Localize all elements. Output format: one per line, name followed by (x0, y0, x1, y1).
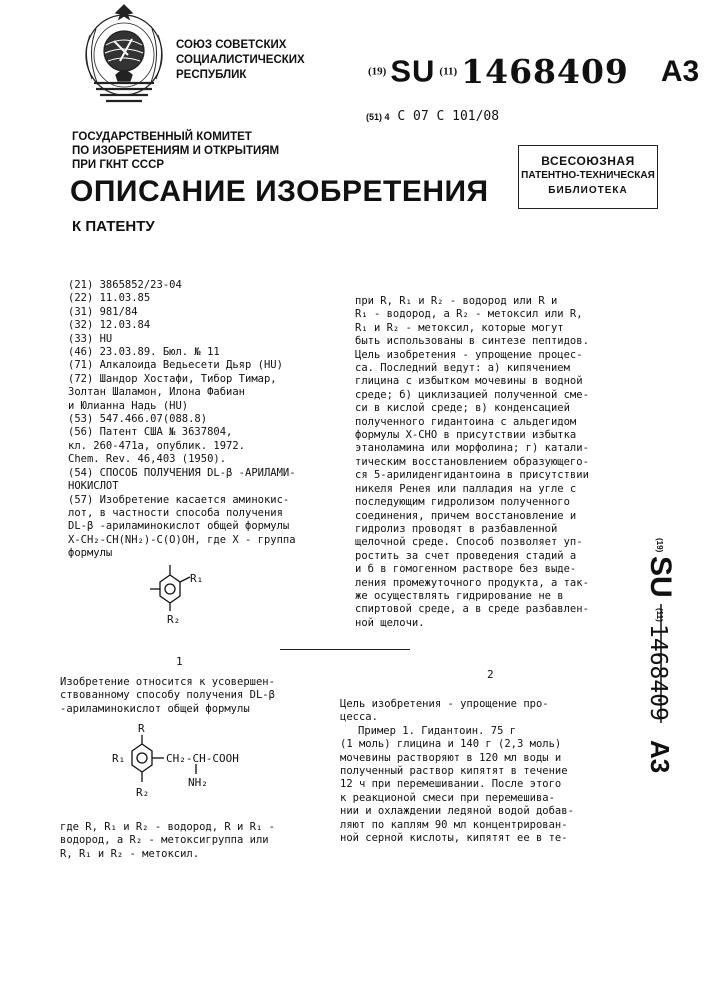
formula-r2: R₂ (167, 613, 181, 626)
biblio-line: НОКИСЛОТ (68, 480, 119, 493)
abstract-line: Цель изобретения - упрощение процес- (355, 348, 583, 361)
abstract-line: никеля Ренея или палладия на угле с (355, 482, 577, 495)
union-line: СОЦИАЛИСТИЧЕСКИХ (176, 54, 305, 66)
biblio-line: (57) Изобретение касается аминокис- (68, 493, 290, 506)
biblio-line: (21) 3865852/23-04 (68, 279, 182, 291)
union-name (176, 38, 346, 83)
ipc-tag: (51) 4 (366, 112, 390, 122)
side-patent-number: 1468409 (645, 624, 671, 721)
side-tag11: (11) (655, 608, 664, 622)
biblio-line: (31) 981/84 (68, 305, 138, 318)
abstract-line: тическим восстановлением образующего- (355, 455, 589, 468)
abstract-line: R₁ и R₂ - метоксил, которые могут (355, 321, 564, 334)
number-tag: (11) (439, 65, 458, 78)
side-kind-code: A3 (645, 740, 675, 774)
abstract-line: последующим гидролизом полученного (355, 496, 570, 509)
text-line: Пример 1. Гидантоин. 75 г (358, 724, 517, 737)
biblio-line: Золтан Шаламон, Илона Фабиан (68, 386, 246, 399)
abstract-line: этаноламина или морфолина; г) катали- (355, 442, 589, 455)
text-line: ствованному способу получения DL-β (60, 689, 275, 702)
description-column-1-continued (60, 821, 320, 861)
column-number: 1 (176, 655, 183, 668)
biblio-line: (22) 11.03.85 (68, 292, 151, 305)
biblio-line: (32) 12.03.84 (68, 319, 151, 332)
text-line: -ариламинокислот общей формулы (60, 702, 250, 715)
text-line: к реакционой смеси при перемешива- (340, 791, 555, 804)
description-column-1 (60, 676, 320, 716)
biblio-line: формулы (68, 547, 113, 560)
side-country-code: SU (644, 556, 677, 598)
biblio-line: кл. 260-471а, опублик. 1972. (68, 439, 246, 452)
abstract-line: гидролиз проводят в разбавленной (355, 522, 558, 535)
union-line: РЕСПУБЛИК (176, 69, 247, 81)
abstract-line: ростить за счет проведения стадий а (355, 549, 577, 562)
biblio-line: (54) СПОСОБ ПОЛУЧЕНИЯ DL-β -АРИЛАМИ- (68, 466, 296, 479)
formula-r1: R₁ (190, 572, 204, 585)
abstract-line: формулы X-CHO в присутствии избытка (355, 429, 577, 442)
text-line: мочевины растворяют в 120 мл воды и (340, 751, 562, 764)
biblio-line: DL-β -ариламинокислот общей формулы (68, 520, 290, 533)
abstract-line: ной щелочи. (355, 616, 425, 629)
patent-number-block (368, 52, 698, 92)
formula2-r2: R₂ (136, 786, 150, 799)
union-line: СОЮЗ СОВЕТСКИХ (176, 39, 287, 51)
text-line: полученный раствор кипятят в течение (340, 765, 568, 778)
stamp-line: ПАТЕНТНО-ТЕХНИЧЕСКАЯ (521, 170, 655, 181)
side-tag19: (19) (655, 538, 664, 553)
biblio-line: и Юлианна Надь (HU) (68, 399, 189, 412)
committee-line: ПРИ ГКНТ СССР (72, 159, 165, 171)
biblio-line: Chem. Rev. 46,403 (1950). (68, 453, 227, 466)
abstract-line: при R, R₁ и R₂ - водород или R и (355, 295, 558, 307)
biblio-line: (33) HU (68, 332, 113, 345)
biblio-line: X-CH₂-CH(NH₂)-C(O)OH, где X - группа (68, 533, 296, 546)
committee-name (72, 130, 279, 172)
stamp-line: БИБЛИОТЕКА (548, 185, 628, 196)
ipc-text: С 07 С 101/08 (397, 109, 500, 124)
aryl-group-formula (150, 560, 220, 624)
text-line: водород, а R₂ - метоксигруппа или (60, 834, 269, 847)
abstract-line: са. Последний ведут: а) кипячением (355, 362, 570, 375)
biblio-line: (53) 547.466.07(088.8) (68, 413, 208, 426)
biblio-line: лот, в частности способа получения (68, 506, 283, 519)
biblio-line: (56) Патент США № 3637804, (68, 426, 233, 439)
abstract-line: и б в гомогенном растворе без выде- (355, 563, 577, 576)
column-number: 2 (487, 668, 494, 681)
side-patent-id (615, 538, 677, 784)
patent-number: 1468409 (461, 52, 629, 91)
formula2-chain: CH₂-CH-COOH (166, 752, 239, 765)
abstract-line: си в кислой среде; в) конденсацией (355, 402, 570, 415)
ipc-classification (366, 109, 499, 124)
abstract-line: щелочной среде. Способ позволяет уп- (355, 536, 583, 549)
ussr-emblem-icon (76, 5, 172, 109)
bibliographic-data (68, 279, 343, 561)
biblio-line: (72) Шандор Хостафи, Тибор Тимар, (68, 372, 277, 385)
text-line: Цель изобретения - упрощение про- (340, 698, 549, 710)
abstract-line: глицина с избытком мочевины в водной (355, 375, 583, 388)
text-line: R, R₁ и R₂ - метоксил. (60, 847, 200, 860)
formula2-r1: R₁ (112, 752, 126, 765)
description-column-2 (340, 698, 608, 845)
biblio-line: (71) Алкалоида Ведьесети Дьяр (HU) (68, 359, 283, 372)
text-line: ной серной кислоты, кипятят ее в те- (340, 832, 568, 845)
abstract-continued (355, 295, 625, 630)
text-line: ляют по каплям 90 мл концентрирован- (340, 818, 568, 831)
abstract-line: ся 5-арилиденгидантоина в присутствии (355, 469, 589, 482)
text-line: нии и охлаждении ледяной водой добав- (340, 805, 574, 818)
abstract-line: соединения, причем восстановление и (355, 509, 577, 522)
stamp-line: ВСЕСОЮЗНАЯ (541, 154, 635, 168)
document-subtitle: К ПАТЕНТУ (72, 218, 155, 235)
amino-acid-formula (108, 720, 308, 818)
text-line: цесса. (340, 711, 378, 724)
formula2-r: R (138, 722, 145, 735)
abstract-line: R₁ - водород, а R₂ - метоксил или R, (355, 308, 583, 321)
section-divider (280, 649, 410, 650)
abstract-line: спиртовой среде, а в среде разбавлен- (355, 603, 589, 616)
abstract-line: полученного гидантоина с альдегидом (355, 415, 577, 428)
formula2-nh2: NH₂ (188, 776, 208, 789)
committee-line: ПО ИЗОБРЕТЕНИЯМ И ОТКРЫТИЯМ (72, 145, 280, 157)
kind-code: A3 (660, 54, 700, 88)
abstract-line: же осуществлять гидрирование не в (355, 589, 564, 602)
text-line: где R, R₁ и R₂ - водород, R и R₁ - (60, 821, 275, 833)
text-line: Изобретение относится к усовершен- (60, 676, 275, 688)
biblio-line: (46) 23.03.89. Бюл. № 11 (68, 346, 220, 359)
country-code: SU (390, 53, 436, 89)
abstract-line: ления промежуточного продукта, а так- (355, 576, 589, 589)
text-line: (1 моль) глицина и 140 г (2,3 моль) (340, 738, 562, 751)
abstract-line: среде; б) циклизацией полученной сме- (355, 388, 589, 401)
text-line: 12 ч при перемешивании. После этого (340, 778, 562, 791)
abstract-line: быть использованы в синтезе пептидов. (355, 335, 589, 348)
library-stamp (518, 145, 658, 209)
country-tag: (19) (368, 65, 387, 78)
committee-line: ГОСУДАРСТВЕННЫЙ КОМИТЕТ (72, 131, 252, 143)
document-title: ОПИСАНИЕ ИЗОБРЕТЕНИЯ (70, 175, 489, 208)
